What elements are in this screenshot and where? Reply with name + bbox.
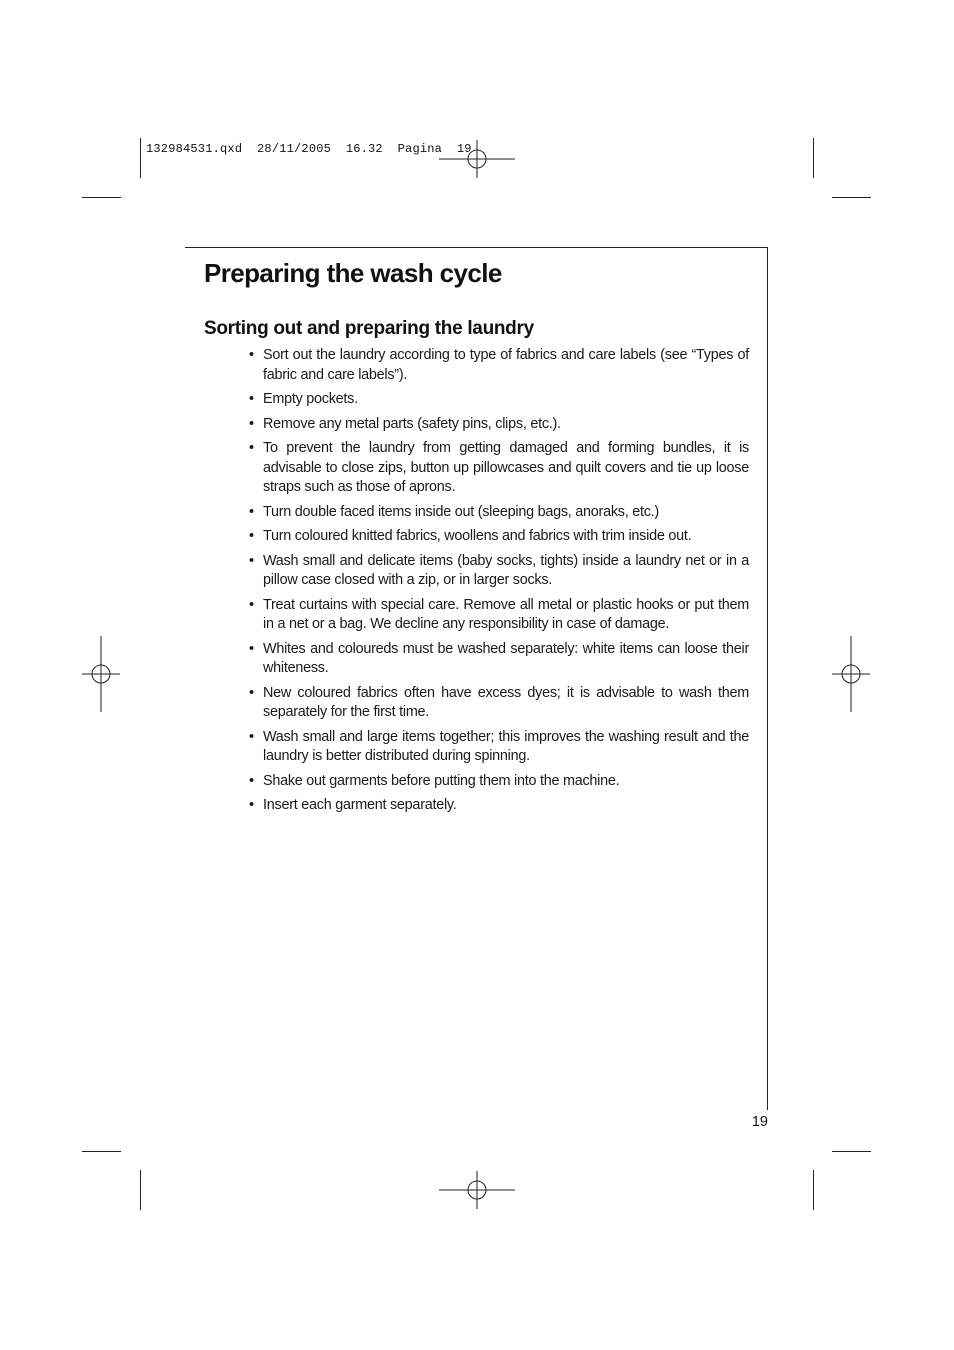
bullet-icon: •	[249, 440, 254, 456]
registration-mark-bottom	[439, 1171, 515, 1209]
list-item	[249, 527, 749, 547]
list-item	[249, 772, 749, 792]
bullet-icon: •	[249, 640, 254, 657]
top-rule	[185, 247, 768, 248]
print-slug: 132984531.qxd 28/11/2005 16.32 Pagina 19	[146, 142, 472, 156]
bullet-icon: •	[249, 772, 254, 789]
list-item	[249, 552, 749, 591]
bullet-icon: •	[249, 415, 254, 432]
list-item-text: To prevent the laundry from getting damaged and forming bundles, it is advisable to close zips, button up pillowcases and quilt covers and tie up loose straps such as those of aprons.	[263, 440, 749, 495]
registration-mark-left	[82, 636, 120, 712]
bullet-icon: •	[249, 684, 254, 701]
page-number: 19	[751, 1114, 768, 1130]
registration-mark-top	[439, 140, 515, 178]
list-item	[249, 503, 749, 523]
bullet-icon: •	[249, 596, 254, 613]
list-item-text: Turn coloured knitted fabrics, woollens and fabrics with trim inside out.	[263, 528, 692, 544]
section-heading: Sorting out and preparing the laundry	[204, 318, 534, 339]
bullet-icon: •	[249, 347, 254, 363]
list-item	[249, 640, 749, 679]
list-item	[249, 728, 749, 767]
list-item-text: New coloured fabrics often have excess dyes; it is advisable to wash them separately for the first time.	[263, 684, 749, 720]
page-title: Preparing the wash cycle	[204, 258, 502, 288]
list-item-text: Remove any metal parts (safety pins, clips, etc.).	[263, 415, 561, 432]
registration-mark-right	[832, 636, 870, 712]
bullet-icon: •	[249, 391, 254, 407]
list-item-text: Turn double faced items inside out (sleeping bags, anoraks, etc.)	[263, 503, 659, 520]
laundry-instructions-list	[249, 346, 749, 821]
bullet-icon: •	[249, 528, 254, 544]
list-item	[249, 346, 749, 385]
bullet-icon: •	[249, 797, 254, 813]
bullet-icon: •	[249, 728, 254, 745]
bullet-icon: •	[249, 503, 254, 520]
list-item	[249, 439, 749, 498]
list-item-text: Insert each garment separately.	[263, 797, 457, 813]
list-item-text: Shake out garments before putting them into the machine.	[263, 772, 620, 789]
list-item-text: Sort out the laundry according to type of fabrics and care labels (see “Types of fabric and care labels”).	[263, 347, 749, 383]
bullet-icon: •	[249, 552, 254, 569]
list-item-text: Treat curtains with special care. Remove all metal or plastic hooks or put them in a net or a bag. We decline any responsibility in case of damage.	[263, 596, 749, 632]
list-item	[249, 796, 749, 816]
list-item	[249, 415, 749, 435]
list-item	[249, 596, 749, 635]
list-item-text: Wash small and delicate items (baby socks, tights) inside a laundry net or in a pillow case closed with a zip, or in larger socks.	[263, 552, 749, 588]
list-item	[249, 684, 749, 723]
list-item-text: Whites and coloureds must be washed separately: white items can loose their whiteness.	[263, 640, 749, 676]
list-item-text: Empty pockets.	[263, 391, 358, 407]
list-item	[249, 390, 749, 410]
list-item-text: Wash small and large items together; this improves the washing result and the laundry is better distributed during spinning.	[263, 728, 749, 764]
right-rule	[767, 247, 768, 1110]
